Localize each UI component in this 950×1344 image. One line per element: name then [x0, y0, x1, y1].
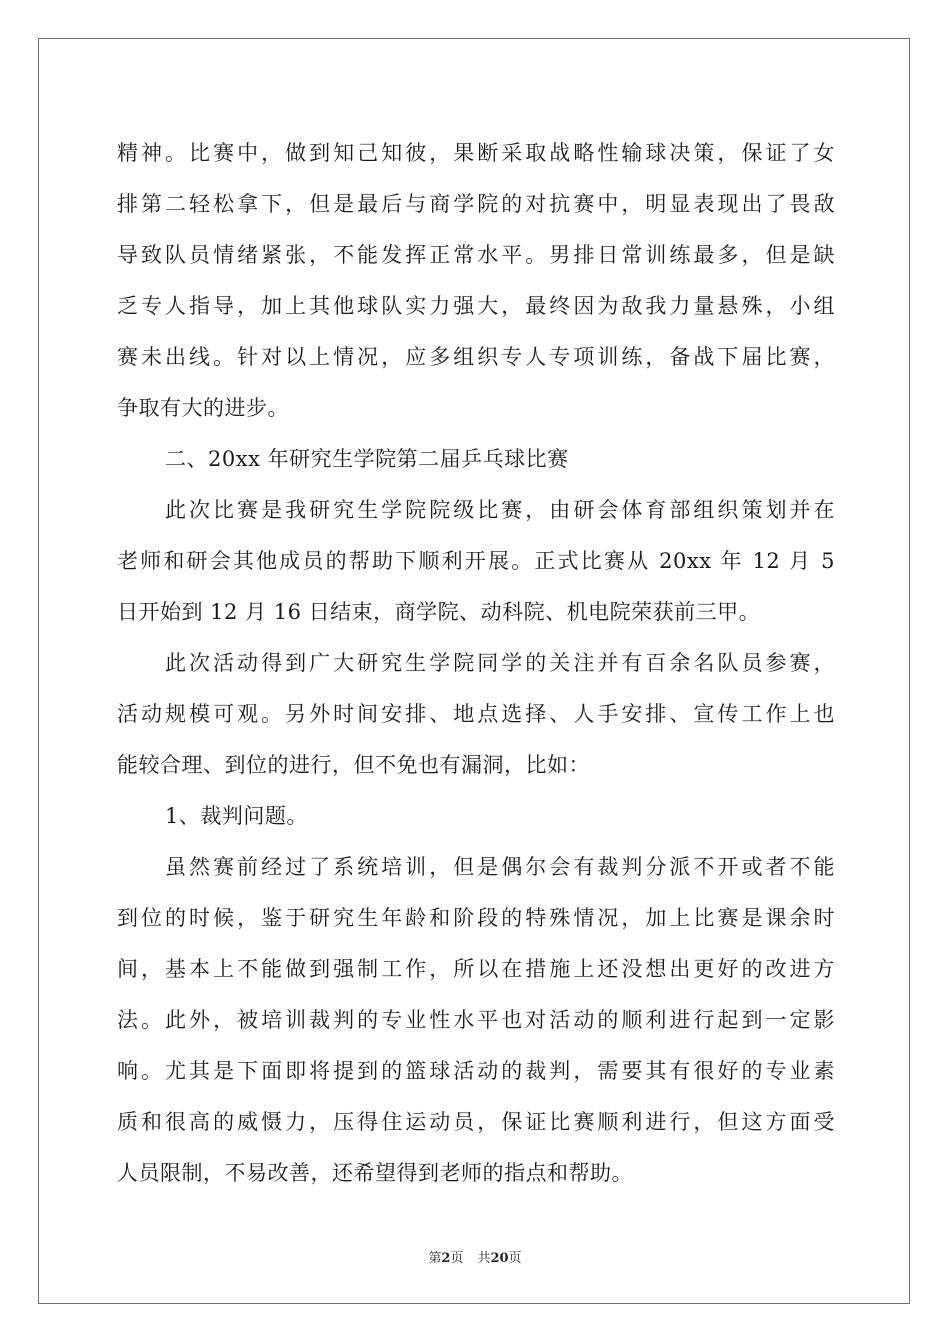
page-current: 2 [441, 1251, 451, 1266]
total-unit: 页 [508, 1251, 522, 1266]
text-line: 虽然赛前经过了系统培训，但是偶尔会有裁判分派不开或者不能 [165, 855, 835, 879]
text-line: 人员限制，不易改善，还希望得到老师的指点和帮助。 [117, 1161, 633, 1185]
text-line: 导致队员情绪紧张，不能发挥正常水平。男排日常训练最多，但是缺 [117, 243, 835, 267]
text-line: 能较合理、到位的进行，但不免也有漏洞，比如： [117, 753, 590, 777]
text-line: 精神。比赛中，做到知己知彼，果断采取战略性输球决策，保证了女 [117, 141, 835, 165]
text-line: 此次比赛是我研究生学院院级比赛，由研会体育部组织策划并在 [165, 498, 835, 522]
text-line: 排第二轻松拿下，但是最后与商学院的对抗赛中，明显表现出了畏敌 [117, 192, 835, 216]
text-line: 争取有大的进步。 [117, 396, 289, 420]
page-unit: 页 [450, 1251, 464, 1266]
text-line: 此次活动得到广大研究生学院同学的关注并有百余名队员参赛， [165, 651, 835, 675]
section-heading: 二、20xx 年研究生学院第二届乒乓球比赛 [165, 447, 569, 471]
text-line: 乏专人指导，加上其他球队实力强大，最终因为敌我力量悬殊，小组 [117, 294, 835, 318]
text-line: 赛未出线。针对以上情况，应多组织专人专项训练，备战下届比赛， [117, 345, 835, 369]
text-line: 响。尤其是下面即将提到的篮球活动的裁判，需要其有很好的专业素 [117, 1059, 835, 1083]
subsection-heading: 1、裁判问题。 [165, 804, 308, 828]
page-total: 20 [490, 1251, 509, 1266]
total-prefix: 共 [477, 1251, 491, 1266]
text-line: 活动规模可观。另外时间安排、地点选择、人手安排、宣传工作上也 [117, 702, 835, 726]
text-line: 日开始到 12 月 16 日结束，商学院、动科院、机电院荣获前三甲。 [117, 600, 761, 624]
text-line: 质和很高的威慑力，压得住运动员，保证比赛顺利进行，但这方面受 [117, 1110, 835, 1134]
page-prefix: 第 [428, 1251, 442, 1266]
text-line: 法。此外，被培训裁判的专业性水平也对活动的顺利进行起到一定影 [117, 1008, 835, 1032]
text-line: 间，基本上不能做到强制工作，所以在措施上还没想出更好的改进方 [117, 957, 835, 981]
text-line: 老师和研会其他成员的帮助下顺利开展。正式比赛从 20xx 年 12 月 5 [117, 549, 835, 573]
text-line: 到位的时候，鉴于研究生年龄和阶段的特殊情况，加上比赛是课余时 [117, 906, 835, 930]
page-footer [0, 1247, 950, 1266]
document-body [117, 128, 835, 1199]
